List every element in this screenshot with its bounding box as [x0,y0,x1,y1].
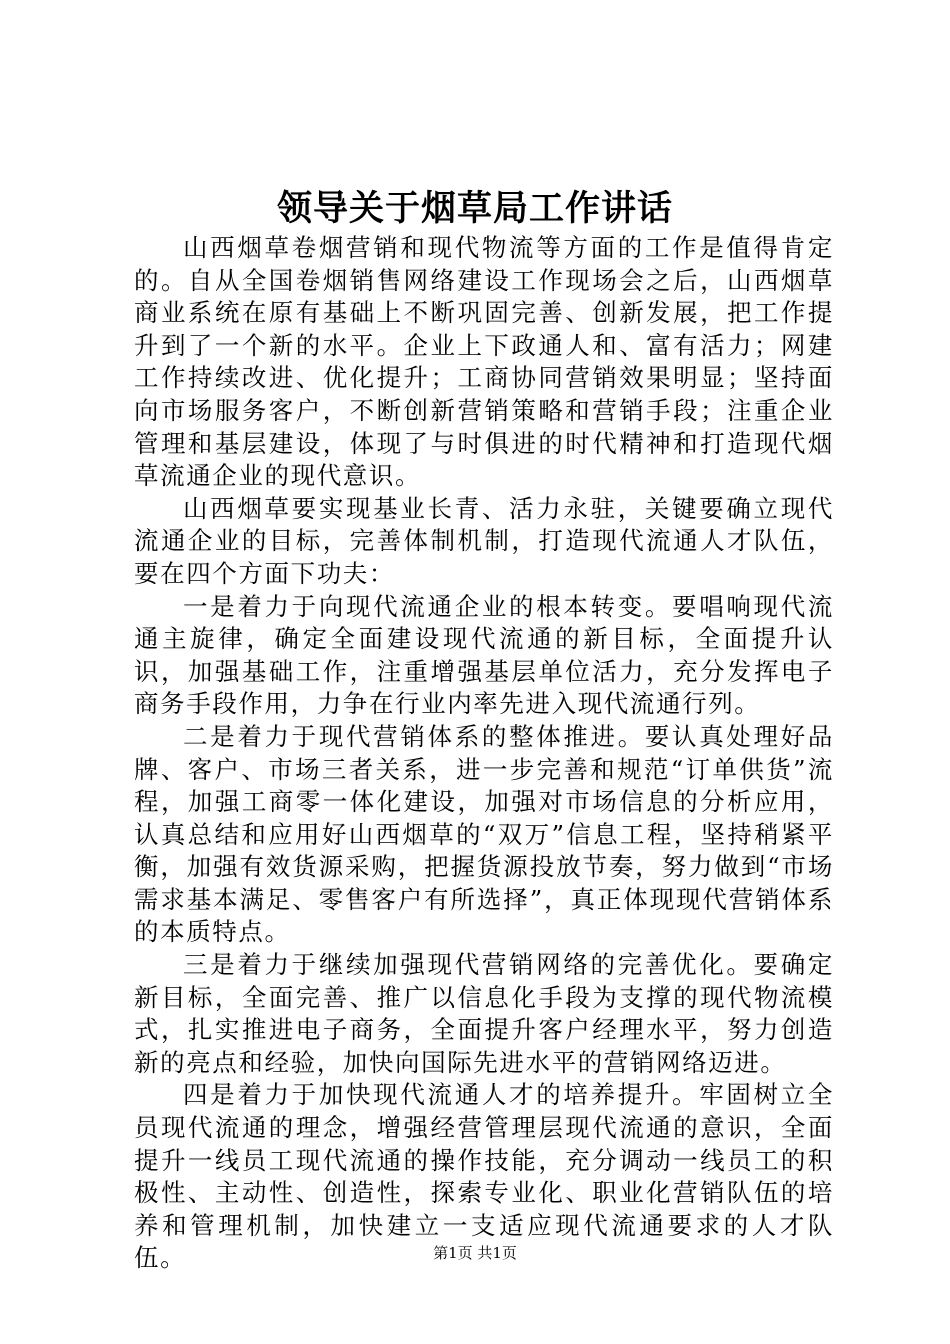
paragraph: 山西烟草卷烟营销和现代物流等方面的工作是值得肯定的。自从全国卷烟销售网络建设工作现场会之后，山西烟草商业系统在原有基础上不断巩固完善、创新发展，把工作提升到了一个新的水平。企业上下政通人和、富有活力；网建工作持续改进、优化提升；工商协同营销效果明显；坚持面向市场服务客户，不断创新营销策略和营销手段；注重企业管理和基层建设，体现了与时俱进的时代精神和打造现代烟草流通企业的现代意识。 [134,233,834,491]
page-footer: 第1页 共1页 [433,1244,517,1262]
document-title: 领导关于烟草局工作讲话 [276,188,673,229]
paragraph: 一是着力于向现代流通企业的根本转变。要唱响现代流通主旋律，确定全面建设现代流通的新目标，全面提升认识，加强基础工作，注重增强基层单位活力，充分发挥电子商务手段作用，力争在行业内率先进入现代流通行列。 [134,591,834,719]
paragraph: 山西烟草要实现基业长青、活力永驻，关键要确立现代流通企业的目标，完善体制机制，打造现代流通人才队伍，要在四个方面下功夫： [134,493,834,588]
document-body [134,232,834,1275]
paragraph: 二是着力于现代营销体系的整体推进。要认真处理好品牌、客户、市场三者关系，进一步完善和规范“订单供货”流程，加强工商零一体化建设，加强对市场信息的分析应用，认真总结和应用好山西烟草的“双万”信息工程，坚持稍紧平衡，加强有效货源采购，把握货源投放节奏，努力做到“市场需求基本满足、零售客户有所选择”，真正体现现代营销体系的本质特点。 [134,721,834,947]
paragraph: 四是着力于加快现代流通人才的培养提升。牢固树立全员现代流通的理念，增强经营管理层现代流通的意识，全面提升一线员工现代流通的操作技能，充分调动一线员工的积极性、主动性、创造性，探索专业化、职业化营销队伍的培养和管理机制，加快建立一支适应现代流通要求的人才队伍。 [134,1080,834,1273]
paragraph: 三是着力于继续加强现代营销网络的完善优化。要确定新目标，全面完善、推广以信息化手段为支撑的现代物流模式，扎实推进电子商务，全面提升客户经理水平，努力创造新的亮点和经验，加快向国际先进水平的营销网络迈进。 [134,950,834,1077]
